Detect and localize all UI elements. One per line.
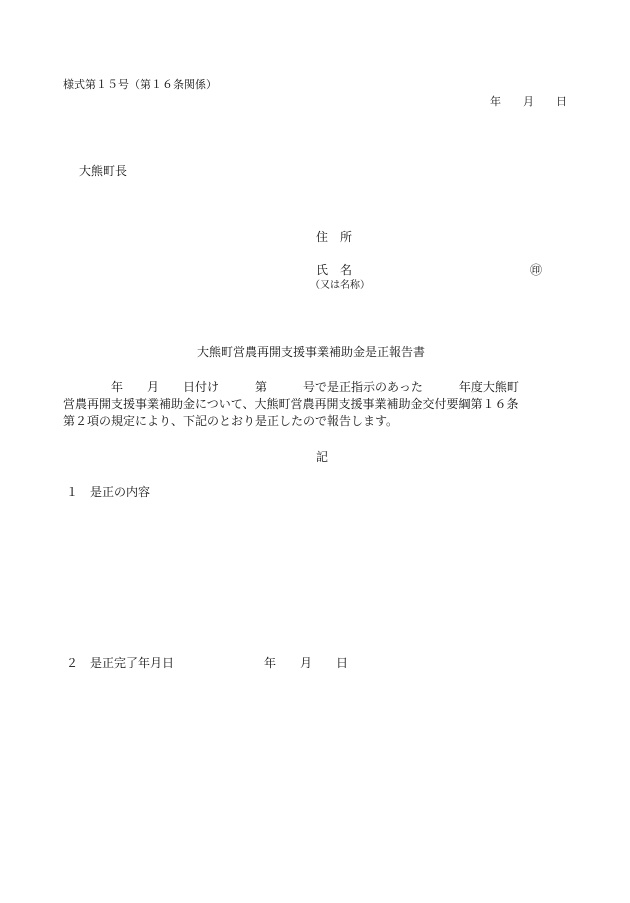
date-line: 年 月 日 [490,95,567,108]
body-line-2: 営農再開支援事業補助金について、大熊町営農再開支援事業補助金交付要綱第１６条 [63,397,519,411]
corporate-name-note: （又は名称） [310,280,370,291]
record-heading: 記 [316,450,329,464]
form-number: 様式第１５号（第１６条関係） [63,78,217,91]
document-title: 大熊町営農再開支援事業補助金是正報告書 [197,345,426,359]
item-1-label: 是正の内容 [90,485,151,499]
name-label: 氏 名 [316,263,353,277]
item-2-number: ２ [66,656,79,670]
body-line-1: 年 月 日付け 第 号で是正指示のあった 年度大熊町 [63,380,519,394]
completion-date-value: 年 月 日 [264,656,349,670]
body-line-3: 第２項の規定により、下記のとおり是正したので報告します。 [63,414,399,428]
address-label: 住 所 [316,230,353,244]
addressee: 大熊町長 [79,164,128,178]
seal-mark: ㊞ [530,263,543,277]
item-2-label: 是正完了年月日 [90,656,175,670]
item-1-number: １ [66,485,79,499]
